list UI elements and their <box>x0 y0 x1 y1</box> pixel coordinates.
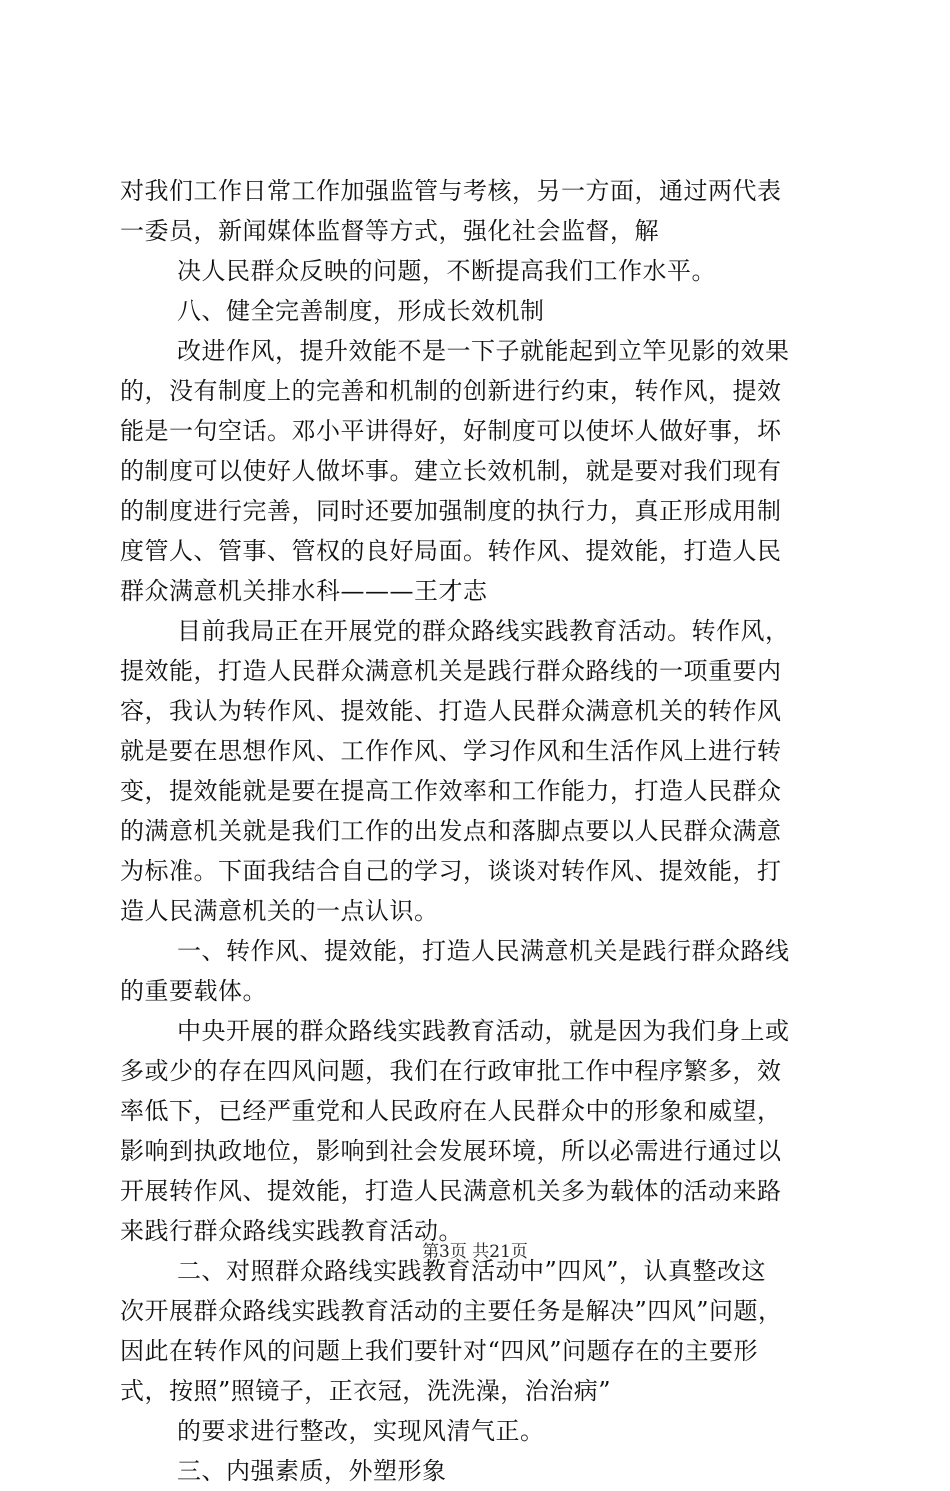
text-line: 的，没有制度上的完善和机制的创新进行约束，转作风，提效 <box>120 377 782 405</box>
text-line: 来践行群众路线实践教育活动。 <box>120 1217 463 1245</box>
text-line: 二、对照群众路线实践教育活动中”四风”，认真整改这 <box>177 1257 767 1285</box>
text-line: 式，按照”照镜子，正衣冠，洗洗澡，治治病” <box>120 1377 612 1405</box>
text-line: 一、转作风、提效能，打造人民满意机关是践行群众路线 <box>177 937 790 965</box>
text-line: 能是一句空话。邓小平讲得好，好制度可以使坏人做好事，坏 <box>120 417 782 445</box>
text-line: 影响到执政地位，影响到社会发展环境，所以必需进行通过以 <box>120 1137 782 1165</box>
text-line: 八、健全完善制度，形成长效机制 <box>177 297 545 325</box>
text-line: 目前我局正在开展党的群众路线实践教育活动。转作风， <box>177 617 790 645</box>
text-line: 的满意机关就是我们工作的出发点和落脚点要以人民群众满意 <box>120 817 782 845</box>
text-line: 一委员，新闻媒体监督等方式，强化社会监督，解 <box>120 217 659 245</box>
text-line: 改进作风，提升效能不是一下子就能起到立竿见影的效果 <box>177 337 790 365</box>
text-line: 的重要载体。 <box>120 977 267 1005</box>
text-line: 变，提效能就是要在提高工作效率和工作能力，打造人民群众 <box>120 777 782 805</box>
text-line: 的要求进行整改，实现风清气正。 <box>177 1417 545 1445</box>
text-line: 三、内强素质，外塑形象 <box>177 1457 447 1485</box>
text-line: 对我们工作日常工作加强监管与考核，另一方面，通过两代表 <box>120 177 782 205</box>
text-line: 开展转作风、提效能，打造人民满意机关多为载体的活动来路 <box>120 1177 782 1205</box>
text-line: 多或少的存在四风问题，我们在行政审批工作中程序繁多，效 <box>120 1057 782 1085</box>
document-body <box>120 171 840 1491</box>
text-line: 因此在转作风的问题上我们要针对“四风”问题存在的主要形 <box>120 1337 759 1365</box>
text-line: 的制度进行完善，同时还要加强制度的执行力，真正形成用制 <box>120 497 782 525</box>
text-line: 就是要在思想作风、工作作风、学习作风和生活作风上进行转 <box>120 737 782 765</box>
text-line: 的制度可以使好人做坏事。建立长效机制，就是要对我们现有 <box>120 457 782 485</box>
text-line: 决人民群众反映的问题，不断提高我们工作水平。 <box>177 257 716 285</box>
text-line: 次开展群众路线实践教育活动的主要任务是解决”四风”问题， <box>120 1297 783 1325</box>
text-line: 中央开展的群众路线实践教育活动，就是因为我们身上或 <box>177 1017 790 1045</box>
text-line: 率低下，已经严重党和人民政府在人民群众中的形象和威望， <box>120 1097 782 1125</box>
text-line: 造人民满意机关的一点认识。 <box>120 897 439 925</box>
text-line: 容，我认为转作风、提效能、打造人民群众满意机关的转作风 <box>120 697 782 725</box>
text-line: 提效能，打造人民群众满意机关是践行群众路线的一项重要内 <box>120 657 782 685</box>
page-footer: 第3页 共21页 <box>422 1242 528 1262</box>
text-line: 为标准。下面我结合自己的学习，谈谈对转作风、提效能，打 <box>120 857 782 885</box>
text-line: 群众满意机关排水科———王才志 <box>120 577 488 605</box>
text-line: 度管人、管事、管权的良好局面。转作风、提效能，打造人民 <box>120 537 782 565</box>
